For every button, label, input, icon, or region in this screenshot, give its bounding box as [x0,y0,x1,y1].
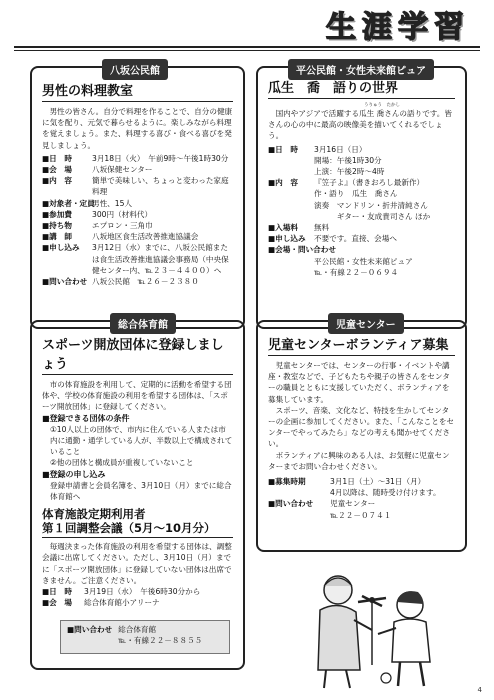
hirako-row-key: ■入場料 [268,223,298,233]
hirako-row-value: 無料 [314,223,330,233]
children-elder-illustration [290,560,450,690]
hirako-row-value: 開場：午後1時30分 [314,155,382,165]
yasaka-row-value: 3月12日（水）までに、八坂公民館または食生活改善推進協議会事務局（中央保健センター内、℡２３－４４００）へ [92,243,229,275]
sogo-intro2: 毎週決まった体育施設の利用を希望する団体は、調整会議に出席してください。ただし、3月10日（月）までに「スポーツ開放団体」に登録していない団体は出席できません。ご注意ください。 [42,542,232,585]
yasaka-row [42,198,233,209]
hirako-row [268,233,455,244]
yasaka-row-key: ■対象者・定員 [42,198,95,208]
page-number: 4 [477,686,482,694]
hirako-intro: 国内やアジアで活躍する瓜生 喬さんの語りです。皆さんの心の中に最高の映像美を描いてくれるでしょう。 [268,109,452,141]
hirako-row-value: ギター・友成貴司さん ほか [314,211,431,221]
jido-row-key: ■問い合わせ [268,499,314,509]
jido-tag: 児童センター [328,313,404,334]
sogo-apply-text: 登録申請書と会員名簿を、3月10日（月）までに総合体育館へ [50,480,232,502]
yasaka-row [42,242,233,276]
sogo-apply-heading: ■登録の申し込み [42,469,106,479]
sogo-title: スポーツ開放団体に登録しましょう [42,334,233,375]
sogo-cond2: ②他の団体と構成員が重複していないこと [50,458,194,468]
sogo-intro: 市の体育施設を利用して、定期的に活動を希望する団体や、学校の体育施設の利用を希望する団体は、「スポーツ開放団体」に登録してください。 [42,380,232,412]
yasaka-row-value: 3月18日（火） 午前9時〜午後1時30分 [92,153,229,163]
yasaka-row-value: エプロン・三角巾 [92,221,153,231]
jido-section [256,320,467,552]
jido-row-value: 3月1日（土）～31日（月） [330,477,426,487]
yasaka-row [42,220,233,231]
sogo-title2b: 第１回調整会議（5月〜10月分） [42,521,233,538]
yasaka-row [42,153,233,164]
hirako-row-key [268,256,314,267]
yasaka-row-key: ■持ち物 [42,221,72,231]
hirako-row [268,256,455,267]
hirako-row-value: 『笠子よ』（書きおろし最新作） [314,178,425,188]
jido-row-value: 児童センター [330,499,376,509]
hirako-row [268,267,455,278]
hirako-title-text: 瓜生 喬 語りの世界 [268,81,399,96]
jido-row [268,476,455,487]
hirako-row-key [268,267,314,278]
hirako-row-value: 作・語り 瓜生 喬さん [314,189,398,199]
sogo-row [42,586,233,597]
yasaka-row-key: ■内 容 [42,176,72,186]
yasaka-row-value: 八坂保健センター [92,165,153,175]
yasaka-row [42,164,233,175]
hirako-row [268,155,455,166]
yasaka-row [42,231,233,242]
sogo-row-key: ■日 時 [42,587,72,597]
sogo-cond-heading: ■登録できる団体の条件 [42,413,130,423]
yasaka-row-value: 300円（材料代） [92,209,153,219]
hirako-section [256,66,467,329]
yasaka-row [42,175,233,197]
yasaka-row-value: 男性、15人 [92,198,133,208]
hirako-row-value: 平公民館・女性未来館ピュア [314,256,413,266]
hirako-row-key [268,200,314,211]
hirako-row [268,188,455,199]
sogo-section [30,320,245,670]
yasaka-row-key: ■講 師 [42,232,72,242]
sogo-row-value: 3月19日（水） 午後6時30分から [84,587,201,597]
hirako-row [268,222,455,233]
hirako-row [268,166,455,177]
yasaka-section [30,66,245,329]
sogo-contact-box [60,620,230,654]
hirako-title [268,77,455,99]
sogo-contact-tel: ℡・有線２２－８８５５ [118,636,203,645]
hirako-row-value: 3月16日（日） [314,144,367,154]
yasaka-row-key: ■問い合わせ [42,277,88,287]
sogo-cond1: ①10人以上の団体で、市内に住んでいる人または市内に通勤・通学している人が、半数以上で構成されていること [50,424,233,457]
hirako-row [268,144,455,155]
jido-row-key [268,510,330,521]
hirako-row-key [268,211,314,222]
yasaka-intro: 男性の皆さん。自分で料理を作ることで、自分の健康に気を配り、元気で暮らせるように。楽しみながら料理を覚えましょう。また、料理する喜び・食べる喜びを発見しましょう。 [42,107,233,150]
yasaka-row-key: ■日 時 [42,153,72,163]
hirako-row-key: ■内 容 [268,178,298,188]
jido-row-key [268,487,330,498]
sogo-title2a: 体育施設定期利用者 [42,507,146,522]
jido-intro1: 児童センターでは、センターの行事・イベントや講座・教室などで、子どもたちや親子の皆さんをセンターの職員とともに支援していただく、ボランティアを募集しています。 [268,361,450,404]
hirako-row [268,211,455,222]
sogo-tag: 総合体育館 [110,313,176,334]
hirako-row-value: 上演：午後2時〜4時 [314,167,385,177]
jido-row [268,487,455,498]
yasaka-row-value: 簡単で美味しい、ちょっと変わった家庭料理 [92,176,229,197]
jido-row [268,498,455,509]
hirako-row [268,177,455,188]
yasaka-title: 男性の料理教室 [42,80,233,102]
jido-intro3: ボランティアに興味のある人は、お気軽に児童センターまでお問い合わせください。 [268,450,450,471]
yasaka-row-key: ■会 場 [42,165,72,175]
yasaka-row [42,276,233,287]
jido-row-key: ■募集時期 [268,477,306,487]
hirako-row-key [268,188,314,199]
yasaka-row-key: ■申し込み [42,243,80,253]
yasaka-tag: 八坂公民館 [102,59,168,80]
jido-title: 児童センターボランティア募集 [268,334,455,356]
jido-row-value: 4月以降は、随時受け付けます。 [330,488,441,498]
jido-intro2: スポーツ、音楽、文化など、特技を生かしてセンターの企画に参加してください。また、「こんなことをセンターでやってみたら」などの考えも聞かせてください。 [268,405,455,449]
yasaka-row-key: ■参加費 [42,209,72,219]
hirako-row-value: ℡・有線２２－０６９４ [314,267,399,277]
yasaka-row-value: 八坂公民館 ℡２６－２３８０ [92,277,199,287]
hirako-row-key [268,155,314,166]
header-rule [14,46,480,48]
sogo-row [42,597,233,608]
hirako-row-key [268,166,314,177]
hirako-row-key: ■日 時 [268,144,298,154]
hirako-ruby: うりゅう たかし [364,103,400,108]
hirako-row-key: ■申し込み [268,234,306,244]
sogo-contact-label: ■問い合わせ [67,625,113,634]
hirako-row-value: 不要です。直接、会場へ [314,234,397,244]
hirako-tag: 平公民館・女性未来館ピュア [288,59,434,80]
hirako-row [268,244,455,255]
yasaka-row-value: 八坂地区食生活改善推進協議会 [92,232,199,242]
hirako-row-key: ■会場・問い合わせ [268,245,336,255]
hirako-row-value [314,244,455,255]
sogo-row-value: 総合体育館小アリーナ [84,598,160,608]
jido-row [268,510,455,521]
hirako-row [268,200,455,211]
hirako-row-value: 演奏 マンドリン・折井清純さん [314,200,428,210]
jido-row-value: ℡２２－０７４１ [330,510,392,520]
sogo-contact-name: 総合体育館 [118,625,157,634]
sogo-row-key: ■会 場 [42,598,72,608]
page-title: 生涯学習 [326,10,470,45]
yasaka-row [42,209,233,220]
header-rule-thin [14,50,480,51]
